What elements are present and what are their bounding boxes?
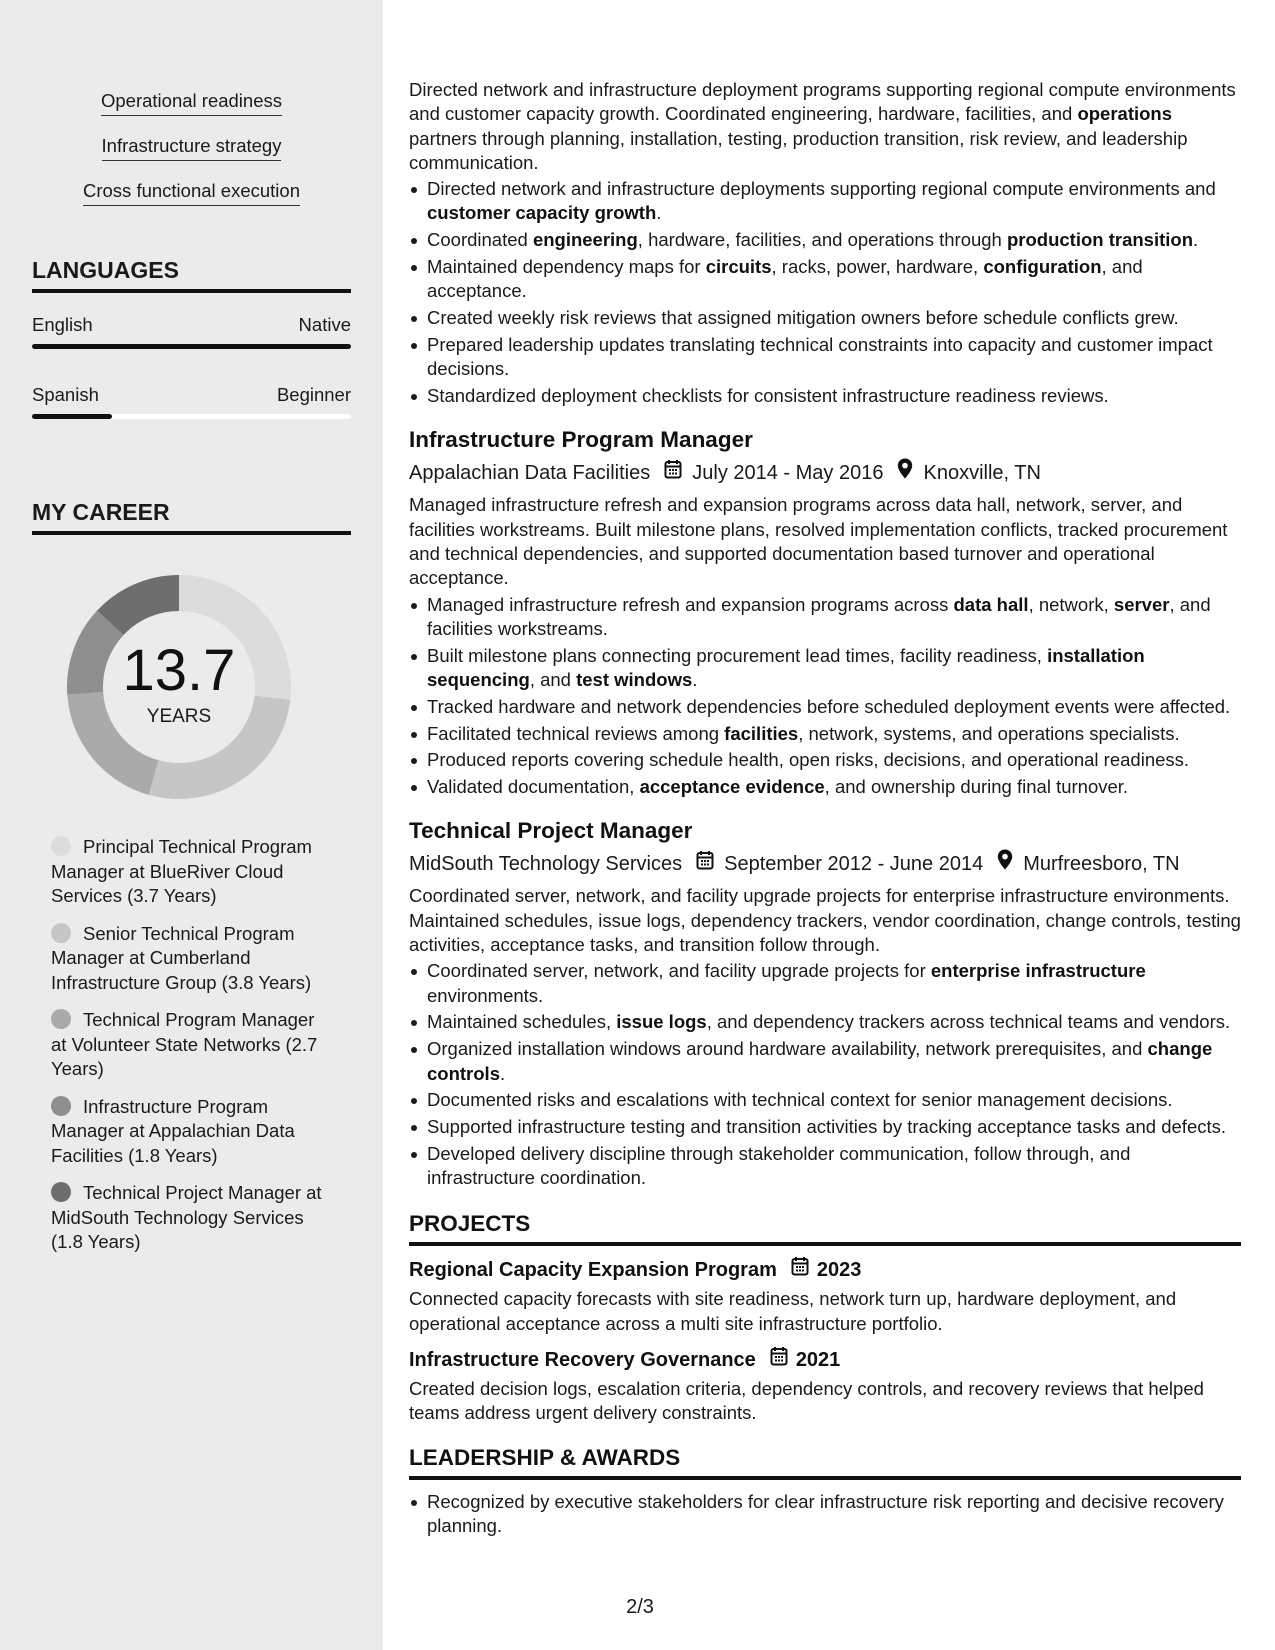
legend-text: Senior Technical Program Manager at Cumberland Infrastructure Group (3.8 Years) bbox=[51, 922, 312, 993]
bullet-item: Produced reports covering schedule health, open risks, decisions, and operational readiness. bbox=[427, 748, 1241, 772]
language-proficiency-fill bbox=[32, 414, 112, 419]
job-location: Murfreesboro, TN bbox=[1023, 852, 1180, 875]
bullet-item: Standardized deployment checklists for consistent infrastructure readiness reviews. bbox=[427, 384, 1241, 408]
legend-dot bbox=[51, 1009, 71, 1029]
legend-dot bbox=[51, 1096, 71, 1116]
career-legend-item bbox=[51, 1181, 331, 1255]
legend-text: Principal Technical Program Manager at BlueRiver Cloud Services (3.7 Years) bbox=[51, 836, 312, 906]
career-legend bbox=[51, 835, 331, 1268]
projects-heading: PROJECTS bbox=[409, 1210, 1241, 1246]
skill-tag: Operational readiness bbox=[0, 88, 383, 116]
job-entry bbox=[409, 817, 1241, 1190]
calendar-icon bbox=[696, 850, 714, 878]
project-description: Connected capacity forecasts with site readiness, network turn up, hardware deployment, and operational acceptance across a multi site infrastructure portfolio. bbox=[409, 1288, 1177, 1334]
language-proficiency-fill bbox=[32, 344, 351, 349]
language-name: English bbox=[32, 314, 93, 335]
bullet-item: Built milestone plans connecting procurement lead times, facility readiness, installation sequencing, and test windows. bbox=[427, 644, 1241, 693]
bullet-item: Supported infrastructure testing and transition activities by tracking acceptance tasks and defects. bbox=[427, 1115, 1241, 1139]
job-dates: September 2012 - June 2014 bbox=[724, 852, 984, 875]
jobs bbox=[409, 426, 1241, 1190]
location-pin-icon bbox=[997, 849, 1013, 878]
job-title: Technical Project Manager bbox=[409, 818, 693, 844]
job-bullets bbox=[409, 593, 1241, 800]
bullet-item: Facilitated technical reviews among facilities, network, systems, and operations specialists. bbox=[427, 722, 1241, 746]
job-company: Appalachian Data Facilities bbox=[409, 461, 651, 484]
skill-tag: Cross functional execution bbox=[0, 178, 383, 206]
bullet-item: Maintained schedules, issue logs, and dependency trackers across technical teams and vendors. bbox=[427, 1010, 1241, 1034]
bullet-item: Coordinated engineering, hardware, facilities, and operations through production transition. bbox=[427, 228, 1241, 252]
legend-text: Technical Project Manager at MidSouth Technology Services (1.8 Years) bbox=[51, 1182, 322, 1252]
language-level: Native bbox=[298, 314, 351, 335]
project-title-row bbox=[409, 1256, 1241, 1283]
career-legend-item bbox=[51, 922, 331, 996]
career-heading: MY CAREER bbox=[32, 498, 351, 535]
job-meta bbox=[409, 458, 1241, 487]
bullet-item: Prepared leadership updates translating technical constraints into capacity and customer impact decisions. bbox=[427, 333, 1241, 382]
job-title: Infrastructure Program Manager bbox=[409, 427, 753, 453]
bullet-item: Developed delivery discipline through stakeholder communication, follow through, and infrastructure coordination. bbox=[427, 1142, 1241, 1191]
legend-text: Infrastructure Program Manager at Appalachian Data Facilities (1.8 Years) bbox=[51, 1095, 295, 1166]
language-level: Beginner bbox=[276, 384, 351, 405]
bullet-item: Managed infrastructure refresh and expansion programs across data hall, network, server, and facilities workstreams. bbox=[427, 593, 1241, 642]
legend-dot bbox=[51, 1182, 71, 1202]
calendar-icon bbox=[770, 1346, 788, 1373]
job-company: MidSouth Technology Services bbox=[409, 852, 683, 875]
project-year: 2021 bbox=[795, 1348, 841, 1371]
job-bullets bbox=[409, 959, 1241, 1190]
awards-heading: LEADERSHIP & AWARDS bbox=[409, 1444, 1241, 1480]
bullet-item: Created weekly risk reviews that assigned mitigation owners before schedule conflicts grew. bbox=[427, 306, 1241, 330]
language-name: Spanish bbox=[32, 384, 99, 405]
job-summary: Coordinated server, network, and facility upgrade projects for enterprise infrastructure environments. Maintained schedules, issue logs, dependency trackers, vendor coordination, change controls, testing activities, acceptance tasks, and transition follow through. bbox=[409, 885, 1241, 956]
job-entry bbox=[409, 426, 1241, 799]
intro-summary: Directed network and infrastructure deployment programs supporting regional compute environments and customer capacity growth. Coordinated engineering, hardware, facilities, and operations partners through planning, installation, testing, production transition, risk review, and leadership communication. bbox=[409, 79, 1236, 173]
career-legend-item bbox=[51, 1008, 331, 1082]
sidebar bbox=[0, 0, 383, 1650]
main-content bbox=[409, 78, 1241, 1541]
job-location: Knoxville, TN bbox=[923, 461, 1041, 484]
page-number: 2/3 bbox=[626, 1596, 654, 1618]
bullet-item: Validated documentation, acceptance evidence, and ownership during final turnover. bbox=[427, 775, 1241, 799]
language-proficiency-bar bbox=[32, 414, 351, 419]
career-legend-item bbox=[51, 835, 331, 909]
bullet-item: Tracked hardware and network dependencies before scheduled deployment events were affected. bbox=[427, 695, 1241, 719]
bullet-item: Recognized by executive stakeholders for clear infrastructure risk reporting and decisive recovery planning. bbox=[427, 1490, 1241, 1539]
bullet-item: Documented risks and escalations with technical context for senior management decisions. bbox=[427, 1088, 1241, 1112]
language-row bbox=[32, 383, 351, 407]
job-summary: Managed infrastructure refresh and expansion programs across data hall, network, server, and facilities workstreams. Built milestone plans, resolved implementation conflicts, tracked procurement and technical dependencies, and supported documentation based turnover and operational acceptance. bbox=[409, 494, 1228, 589]
project-description: Created decision logs, escalation criteria, dependency controls, and recovery reviews that helped teams address urgent delivery constraints. bbox=[409, 1378, 1204, 1424]
calendar-icon bbox=[791, 1256, 809, 1283]
career-donut-chart bbox=[66, 574, 292, 800]
languages-heading: LANGUAGES bbox=[32, 256, 351, 293]
bullet-item: Directed network and infrastructure deployments supporting regional compute environments and customer capacity growth. bbox=[427, 177, 1241, 226]
skill-tag: Infrastructure strategy bbox=[0, 133, 383, 161]
legend-text: Technical Program Manager at Volunteer State Networks (2.7 Years) bbox=[51, 1009, 318, 1079]
project-entry bbox=[409, 1256, 1241, 1336]
legend-dot bbox=[51, 836, 71, 856]
career-unit: YEARS bbox=[146, 706, 212, 727]
location-pin-icon bbox=[897, 458, 913, 487]
language-row bbox=[32, 313, 351, 337]
calendar-icon bbox=[664, 459, 682, 487]
legend-dot bbox=[51, 923, 71, 943]
project-title-row bbox=[409, 1346, 1241, 1373]
project-title: Regional Capacity Expansion Program bbox=[409, 1258, 777, 1281]
job-meta bbox=[409, 849, 1241, 878]
job-dates: July 2014 - May 2016 bbox=[692, 461, 884, 484]
intro-bullets bbox=[409, 177, 1241, 408]
bullet-item: Maintained dependency maps for circuits, racks, power, hardware, configuration, and acceptance. bbox=[427, 255, 1241, 304]
career-total: 13.7 bbox=[122, 638, 236, 703]
projects bbox=[409, 1256, 1241, 1425]
career-legend-item bbox=[51, 1095, 331, 1169]
project-title: Infrastructure Recovery Governance bbox=[409, 1348, 756, 1371]
bullet-item: Coordinated server, network, and facility upgrade projects for enterprise infrastructure environments. bbox=[427, 959, 1241, 1008]
language-proficiency-bar bbox=[32, 344, 351, 349]
awards-list bbox=[409, 1490, 1241, 1539]
project-year: 2023 bbox=[816, 1258, 862, 1281]
bullet-item: Organized installation windows around hardware availability, network prerequisites, and change controls. bbox=[427, 1037, 1241, 1086]
project-entry bbox=[409, 1346, 1241, 1426]
